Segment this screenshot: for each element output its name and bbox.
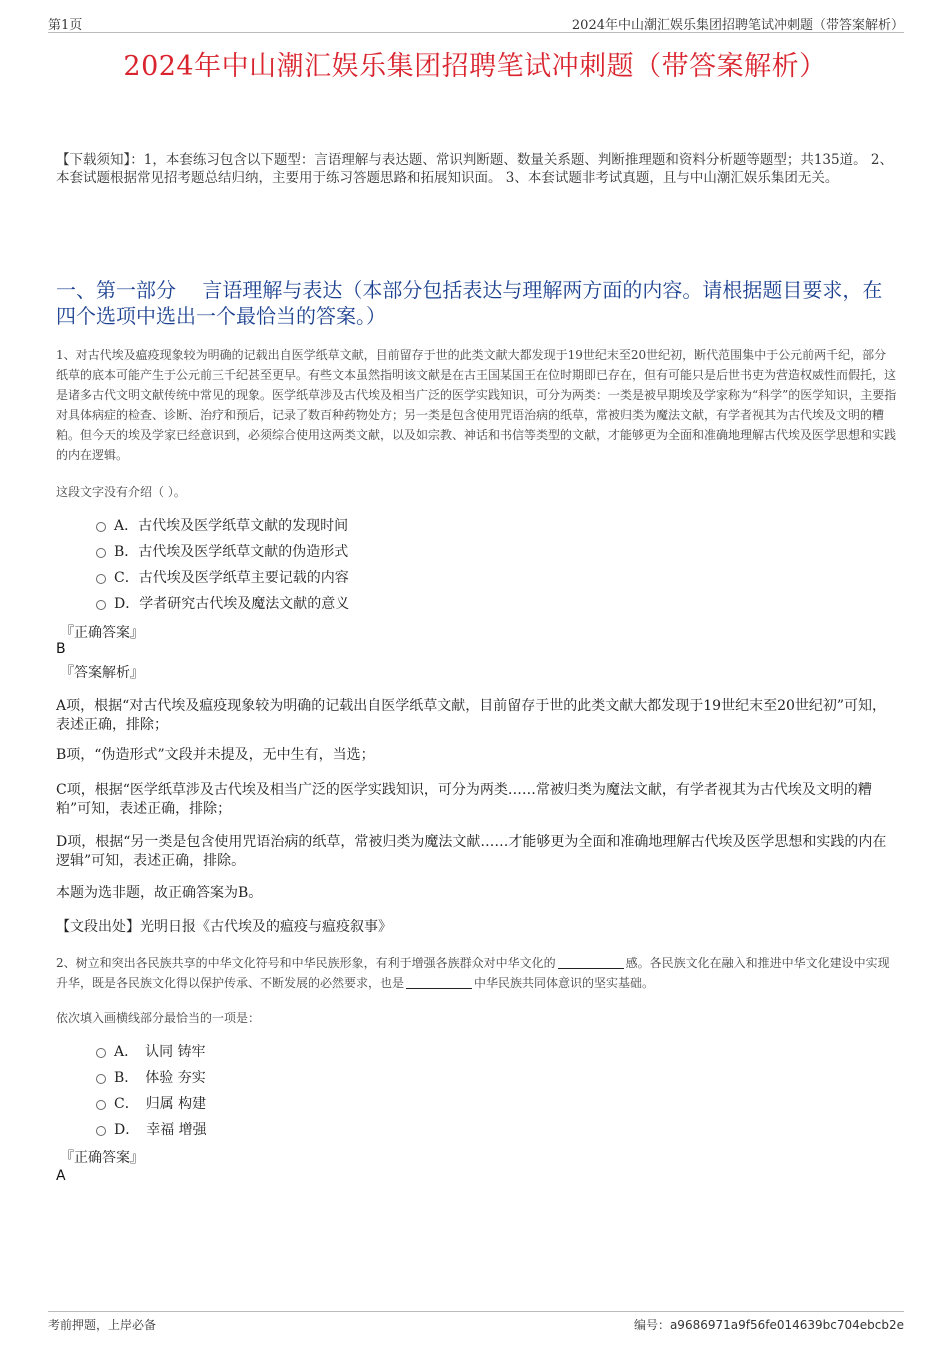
radio-icon[interactable]	[96, 600, 106, 610]
radio-icon[interactable]	[96, 574, 106, 584]
radio-icon[interactable]	[96, 522, 106, 532]
question-2-stem: 依次填入画横线部分最恰当的一项是：	[56, 1011, 261, 1025]
radio-icon[interactable]	[96, 1048, 106, 1058]
question-2-answer-label: 『正确答案』	[60, 1150, 144, 1166]
question-2-option-c[interactable]: C． 归属 构建	[96, 1094, 206, 1114]
radio-icon[interactable]	[96, 1126, 106, 1136]
analysis-option-b: B项，“伪造形式”文段并未提及，无中生有，当选；	[56, 747, 375, 763]
question-1-analysis-label: 『答案解析』	[60, 665, 144, 681]
header-doc-title: 2024年中山潮汇娱乐集团招聘笔试冲刺题（带答案解析）	[571, 18, 904, 33]
page-header	[48, 14, 904, 33]
question-1-text: 1、对古代埃及瘟疫现象较为明确的记载出自医学纸草文献，目前留存于世的此类文献大都发现于19世纪末至20世纪初，断代范围集中于公元前两千纪，部分纸草的底本可能产生于公元前三千纪甚至更早。有些文本虽然指明该文献是在古王国某国王在位时期即已存在，但有可能只是后世书吏为营造权威性而假托，这是诸多古代文明文献传统中常见的现象。医学纸草涉及古代埃及相当广泛的医学实践知识，可分为两类：一类是被早期埃及学家称为“科学”的医学知识，主要指对具体病症的检查、诊断、治疗和预后，记录了数百种药物处方；另一类是包含使用咒语治病的纸草，常被归类为魔法文献，有学者视其为古代埃及文明的糟粕。但今天的埃及学家已经意识到，必须综合使用这两类文献，以及如宗教、神话和书信等类型的文献，才能够更为全面和准确地理解古代埃及医学思想和实践的内在逻辑。	[56, 348, 897, 462]
fill-blank-2	[406, 976, 472, 989]
analysis-option-d: D项，根据“另一类是包含使用咒语治病的纸草，常被归类为魔法文献……才能够更为全面和准确地理解古代埃及医学思想和实践的内在逻辑”可知，表述正确，排除。	[56, 834, 887, 869]
document-title: 2024年中山潮汇娱乐集团招聘笔试冲刺题（带答案解析）	[123, 51, 827, 82]
radio-icon[interactable]	[96, 548, 106, 558]
question-1-answer-label: 『正确答案』	[60, 625, 144, 641]
section-heading: 一、第一部分 言语理解与表达（本部分包括表达与理解两方面的内容。请根据题目要求，在四个选项中选出一个最恰当的答案。）	[56, 278, 883, 328]
analysis-option-c: C项，根据“医学纸草涉及古代埃及相当广泛的医学实践知识，可分为两类……常被归类为魔法文献，有学者视其为古代埃及文明的糟粕”可知，表述正确，排除；	[56, 782, 872, 817]
question-2-option-d[interactable]: D． 幸福 增强	[96, 1120, 207, 1140]
analysis-conclusion: 本题为选非题，故正确答案为B。	[56, 885, 263, 901]
question-2-option-b[interactable]: B． 体验 夯实	[96, 1068, 206, 1088]
page-footer	[48, 1311, 904, 1332]
page-number: 第1页	[48, 18, 83, 33]
fill-blank-1	[558, 956, 624, 969]
question-1-option-c[interactable]: C．古代埃及医学纸草主要记载的内容	[96, 568, 349, 588]
analysis-option-a: A项，根据“对古代埃及瘟疫现象较为明确的记载出自医学纸草文献，目前留存于世的此类文献大都发现于19世纪末至20世纪初”可知，表述正确，排除；	[56, 698, 887, 733]
question-1-source: 【文段出处】光明日报《古代埃及的瘟疫与瘟疫叙事》	[56, 919, 392, 935]
download-notice: 【下载须知】：1，本套练习包含以下题型：言语理解与表达题、常识判断题、数量关系题、判断推理题和资料分析题等题型；共135道。 2、本套试题根据常见招考题总结归纳，主要用于练习答题思路和拓展知识面。 3、本套试题非考试真题，且与中山潮汇娱乐集团无关。	[56, 152, 893, 186]
question-1-stem: 这段文字没有介绍（ ）。	[56, 485, 186, 499]
document-code: 编号：a9686971a9f56fe014639bc704ebcb2e	[633, 1318, 904, 1332]
radio-icon[interactable]	[96, 1100, 106, 1110]
question-2-option-a[interactable]: A． 认同 铸牢	[96, 1042, 206, 1062]
question-1-option-b[interactable]: B．古代埃及医学纸草文献的伪造形式	[96, 542, 348, 562]
question-2-answer: A	[56, 1168, 66, 1184]
question-1-option-d[interactable]: D．学者研究古代埃及魔法文献的意义	[96, 594, 349, 614]
radio-icon[interactable]	[96, 1074, 106, 1084]
question-1-answer: B	[56, 641, 66, 657]
question-1-option-a[interactable]: A．古代埃及医学纸草文献的发现时间	[96, 516, 348, 536]
question-2-text: 2、树立和突出各民族共享的中华文化符号和中华民族形象，有利于增强各族群众对中华文化的 感。各民族文化在融入和推进中华文化建设中实现升华，既是各民族文化得以保护传承、不断发展的必然要求，也是 中华民族共同体意识的坚实基础。	[56, 956, 890, 990]
footer-slogan: 考前押题，上岸必备	[48, 1318, 157, 1332]
